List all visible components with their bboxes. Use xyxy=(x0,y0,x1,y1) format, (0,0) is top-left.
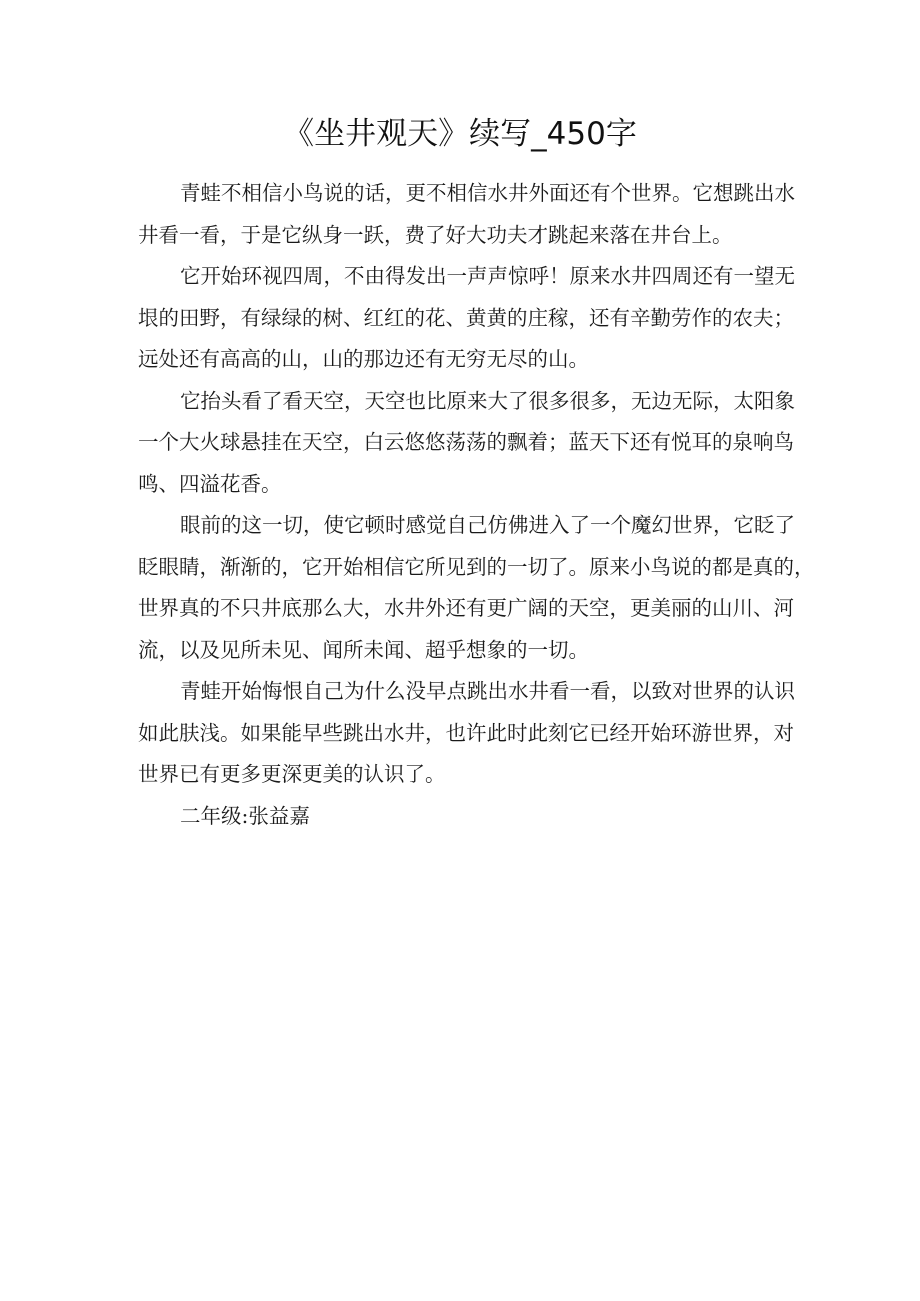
paragraph-line: 流，以及见所未见、闻所未闻、超乎想象的一切。 xyxy=(138,637,589,662)
paragraph-line: 远处还有高高的山，山的那边还有无穷无尽的山。 xyxy=(138,347,589,371)
paragraph-3 xyxy=(138,381,795,506)
paragraph-1 xyxy=(138,173,795,256)
author-signature: 二年级:张益嘉 xyxy=(180,803,310,828)
paragraph-line: 它抬头看了看天空，天空也比原来大了很多很多，无边无际，太阳象 xyxy=(180,388,795,413)
paragraph-line: 世界已有更多更深更美的认识了。 xyxy=(138,762,446,786)
paragraph-line: 青蛙不相信小鸟说的话，更不相信水井外面还有个世界。它想跳出水 xyxy=(180,181,795,205)
paragraph-5 xyxy=(138,671,795,796)
paragraph-line: 眨眼睛，渐渐的，它开始相信它所见到的一切了。原来小鸟说的都是真的， xyxy=(138,554,815,579)
document-title: 《坐井观天》续写_450字 xyxy=(283,116,637,152)
paragraph-line: 井看一看，于是它纵身一跃，费了好大功夫才跳起来落在井台上。 xyxy=(138,222,733,247)
paragraph-line: 鸣、四溢花香。 xyxy=(138,471,282,496)
paragraph-line: 眼前的这一切，使它顿时感觉自己仿佛进入了一个魔幻世界，它眨了 xyxy=(180,513,795,537)
paragraph-4 xyxy=(138,505,815,671)
paragraph-line: 如此肤浅。如果能早些跳出水井，也许此时此刻它已经开始环游世界，对 xyxy=(138,720,794,745)
paragraph-line: 垠的田野，有绿绿的树、红红的花、黄黄的庄稼，还有辛勤劳作的农夫； xyxy=(138,305,794,330)
paragraph-2 xyxy=(138,256,795,381)
paragraph-line: 一个大火球悬挂在天空，白云悠悠荡荡的飘着；蓝天下还有悦耳的泉响鸟 xyxy=(138,430,794,454)
paragraph-line: 青蛙开始悔恨自己为什么没早点跳出水井看一看，以致对世界的认识 xyxy=(180,679,795,703)
document-body xyxy=(138,173,815,837)
paragraph-line: 它开始环视四周，不由得发出一声声惊呼！原来水井四周还有一望无 xyxy=(180,264,795,288)
paragraph-line: 世界真的不只井底那么大，水井外还有更广阔的天空，更美丽的山川、河 xyxy=(138,596,794,620)
